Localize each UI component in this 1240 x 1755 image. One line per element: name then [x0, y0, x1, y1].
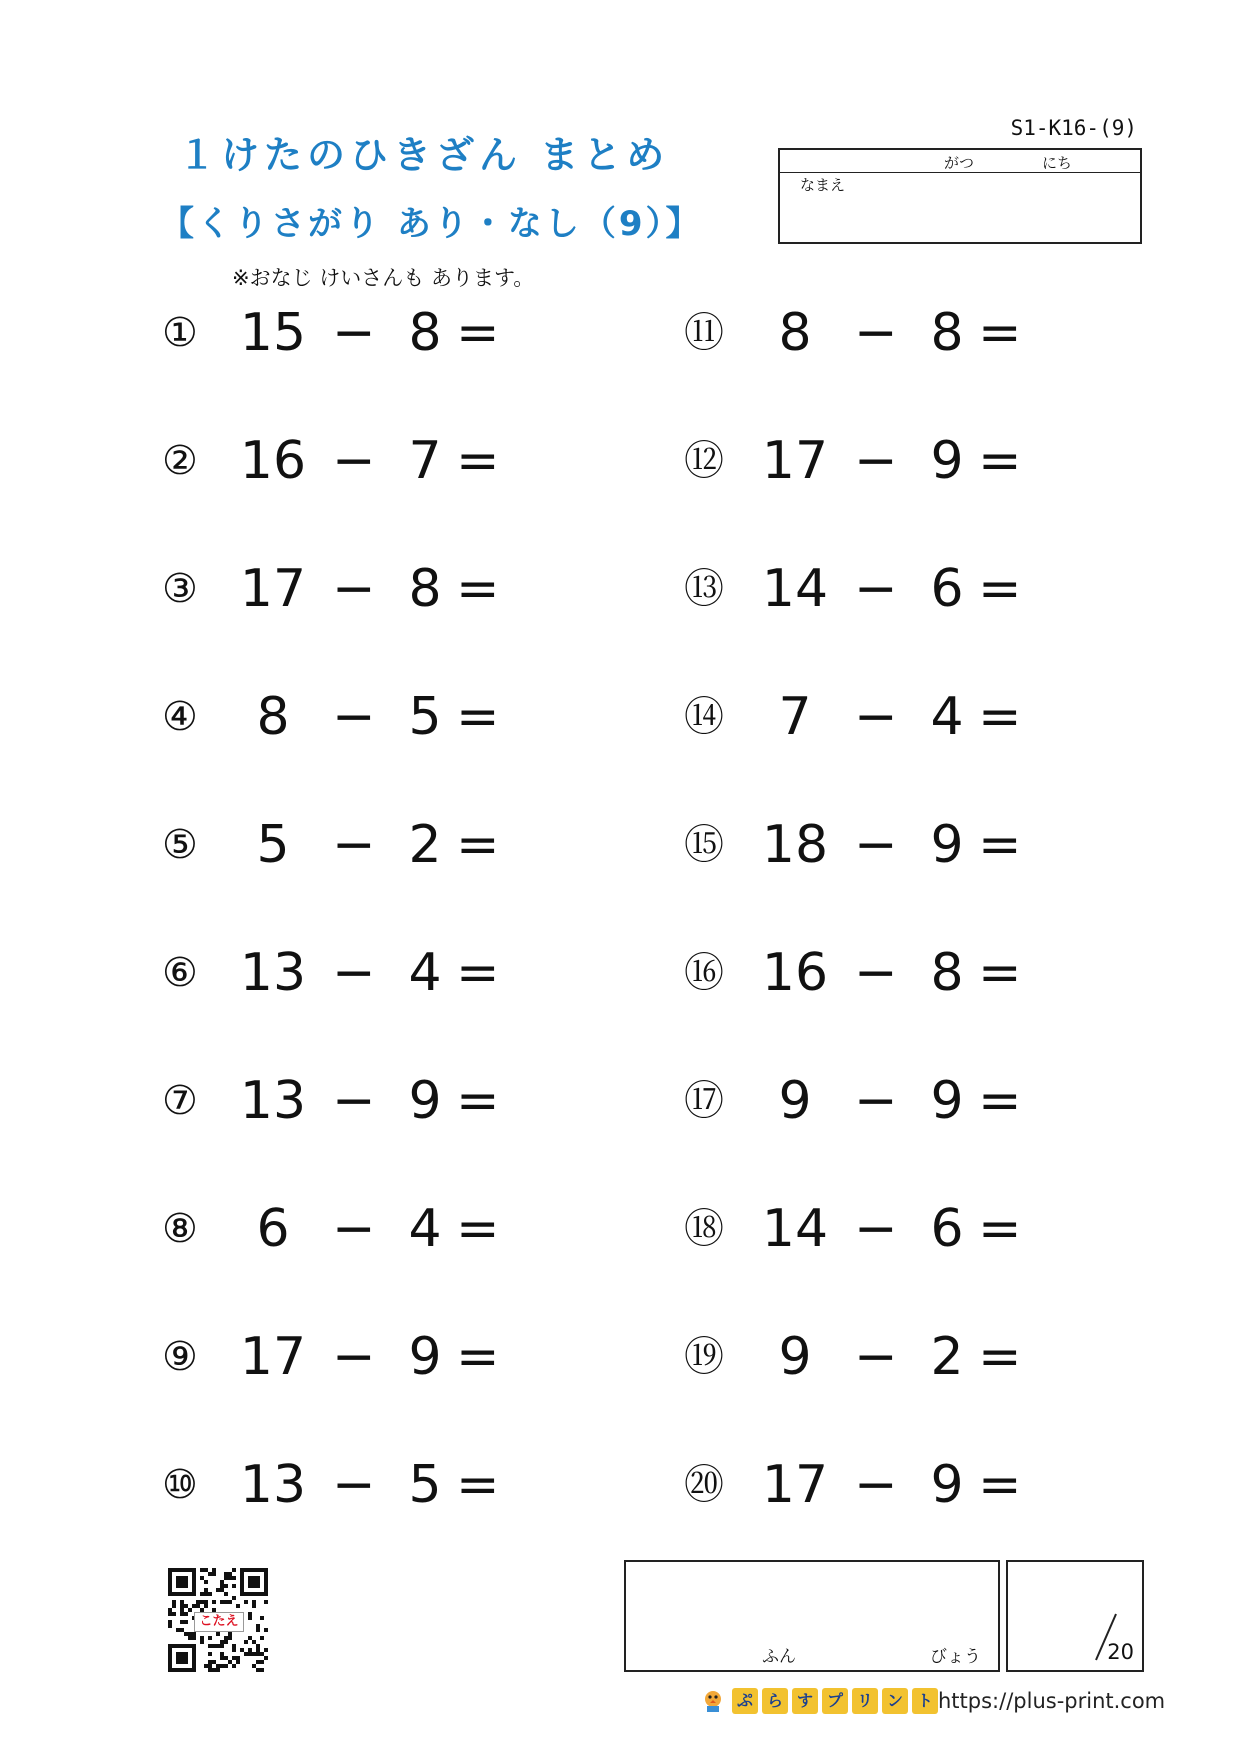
subtrahend: 8 [930, 303, 964, 363]
subtrahend: 5 [408, 1455, 442, 1515]
minus-sign: − [332, 1455, 376, 1515]
bird-icon [700, 1689, 726, 1713]
problem-item [162, 1450, 522, 1520]
problem-item [162, 682, 522, 752]
problem-item [684, 1194, 1044, 1264]
problem-number: ② [162, 438, 198, 484]
brand-logo [700, 1686, 942, 1716]
minutes-label: ふん [762, 1647, 796, 1667]
minus-sign: − [854, 943, 898, 1003]
note-text: ※おなじ けいさんも あります。 [232, 266, 535, 290]
problem-number: ⑥ [162, 950, 198, 996]
subtrahend: 6 [930, 559, 964, 619]
minuend: 16 [761, 943, 829, 1003]
subtrahend: 2 [408, 815, 442, 875]
minuend: 17 [761, 431, 829, 491]
problem-item [162, 298, 522, 368]
minus-sign: − [332, 687, 376, 747]
equals-sign: = [978, 1071, 1022, 1131]
minuend: 13 [239, 943, 307, 1003]
equals-sign: = [456, 431, 500, 491]
minus-sign: − [332, 815, 376, 875]
logo-char: ン [882, 1688, 908, 1714]
equals-sign: = [978, 1327, 1022, 1387]
problem-item [684, 298, 1044, 368]
minus-sign: − [854, 687, 898, 747]
minuend: 8 [256, 687, 290, 747]
problem-number: ④ [162, 694, 198, 740]
problem-number: ⑱ [684, 1206, 724, 1252]
equals-sign: = [456, 1327, 500, 1387]
problem-number: ⑫ [684, 438, 724, 484]
equals-sign: = [978, 1455, 1022, 1515]
minus-sign: − [332, 943, 376, 1003]
minuend: 7 [778, 687, 812, 747]
equals-sign: = [456, 1071, 500, 1131]
logo-char: ら [762, 1688, 788, 1714]
minuend: 6 [256, 1199, 290, 1259]
minus-sign: − [854, 303, 898, 363]
score-total: 20 [1107, 1640, 1134, 1664]
problem-number: ⑭ [684, 694, 724, 740]
problem-item [162, 1322, 522, 1392]
problem-item [684, 426, 1044, 496]
equals-sign: = [456, 943, 500, 1003]
problem-item [684, 682, 1044, 752]
date-row [780, 150, 1140, 173]
problem-number: ⑧ [162, 1206, 198, 1252]
problem-item [162, 1066, 522, 1136]
equals-sign: = [978, 431, 1022, 491]
equals-sign: = [456, 687, 500, 747]
minus-sign: − [854, 1327, 898, 1387]
equals-sign: = [978, 815, 1022, 875]
minus-sign: − [854, 1071, 898, 1131]
month-label: がつ [944, 154, 975, 172]
problem-number: ⑯ [684, 950, 724, 996]
equals-sign: = [456, 1199, 500, 1259]
problem-item [684, 938, 1044, 1008]
minuend: 14 [761, 1199, 829, 1259]
name-label: なまえ [800, 176, 846, 194]
page-title: １けたのひきざん まとめ [178, 133, 670, 177]
day-label: にち [1042, 154, 1073, 172]
minuend: 15 [239, 303, 307, 363]
problem-item [684, 1066, 1044, 1136]
minus-sign: − [854, 559, 898, 619]
problem-item [684, 1322, 1044, 1392]
minus-sign: − [854, 431, 898, 491]
seconds-label: びょう [930, 1647, 981, 1667]
subtrahend: 2 [930, 1327, 964, 1387]
subtrahend: 7 [408, 431, 442, 491]
minuend: 13 [239, 1455, 307, 1515]
subtrahend: 9 [408, 1327, 442, 1387]
problem-number: ① [162, 310, 198, 356]
problem-item [684, 810, 1044, 880]
subtrahend: 5 [408, 687, 442, 747]
subtrahend: 4 [408, 1199, 442, 1259]
minuend: 18 [761, 815, 829, 875]
equals-sign: = [978, 687, 1022, 747]
minuend: 13 [239, 1071, 307, 1131]
subtrahend: 9 [930, 1455, 964, 1515]
logo-char: ぷ [732, 1688, 758, 1714]
minus-sign: − [332, 303, 376, 363]
logo-char: ト [912, 1688, 938, 1714]
minus-sign: − [854, 815, 898, 875]
problem-number: ⑳ [684, 1462, 724, 1508]
problem-item [162, 554, 522, 624]
equals-sign: = [456, 1455, 500, 1515]
subtrahend: 6 [930, 1199, 964, 1259]
problem-number: ⑬ [684, 566, 724, 612]
equals-sign: = [978, 559, 1022, 619]
worksheet-code: S1-K16-(9) [1010, 116, 1137, 140]
time-box [624, 1560, 1000, 1672]
logo-char: す [792, 1688, 818, 1714]
problem-number: ⑰ [684, 1078, 724, 1124]
problem-number: ⑲ [684, 1334, 724, 1380]
minuend: 9 [778, 1327, 812, 1387]
subtrahend: 8 [408, 559, 442, 619]
subtrahend: 9 [930, 815, 964, 875]
minus-sign: − [332, 559, 376, 619]
subtrahend: 8 [930, 943, 964, 1003]
problem-item [684, 1450, 1044, 1520]
equals-sign: = [456, 559, 500, 619]
problem-item [162, 938, 522, 1008]
minus-sign: − [854, 1455, 898, 1515]
problem-item [162, 1194, 522, 1264]
page-subtitle: 【くりさがり あり・なし（9）】 [160, 204, 703, 244]
problem-item [162, 810, 522, 880]
problem-number: ⑨ [162, 1334, 198, 1380]
equals-sign: = [456, 815, 500, 875]
subtrahend: 9 [408, 1071, 442, 1131]
problem-number: ⑤ [162, 822, 198, 868]
problem-number: ⑦ [162, 1078, 198, 1124]
problem-number: ⑮ [684, 822, 724, 868]
score-box [1006, 1560, 1144, 1672]
minuend: 17 [761, 1455, 829, 1515]
problem-number: ⑪ [684, 310, 724, 356]
minus-sign: − [332, 1327, 376, 1387]
problem-item [684, 554, 1044, 624]
minuend: 9 [778, 1071, 812, 1131]
minus-sign: − [854, 1199, 898, 1259]
subtrahend: 4 [930, 687, 964, 747]
answer-label: こたえ [194, 1612, 244, 1632]
problem-number: ⑩ [162, 1462, 198, 1508]
problem-number: ③ [162, 566, 198, 612]
minuend: 8 [778, 303, 812, 363]
minuend: 14 [761, 559, 829, 619]
equals-sign: = [978, 303, 1022, 363]
subtrahend: 4 [408, 943, 442, 1003]
equals-sign: = [978, 1199, 1022, 1259]
minuend: 17 [239, 1327, 307, 1387]
equals-sign: = [456, 303, 500, 363]
minuend: 17 [239, 559, 307, 619]
name-date-box [778, 148, 1142, 244]
minus-sign: − [332, 431, 376, 491]
logo-char: リ [852, 1688, 878, 1714]
minus-sign: − [332, 1199, 376, 1259]
logo-char: プ [822, 1688, 848, 1714]
minuend: 16 [239, 431, 307, 491]
subtrahend: 8 [408, 303, 442, 363]
equals-sign: = [978, 943, 1022, 1003]
subtrahend: 9 [930, 1071, 964, 1131]
problem-item [162, 426, 522, 496]
site-url[interactable]: https://plus-print.com [938, 1689, 1166, 1713]
subtrahend: 9 [930, 431, 964, 491]
logo-text [732, 1688, 942, 1714]
minus-sign: − [332, 1071, 376, 1131]
minuend: 5 [256, 815, 290, 875]
